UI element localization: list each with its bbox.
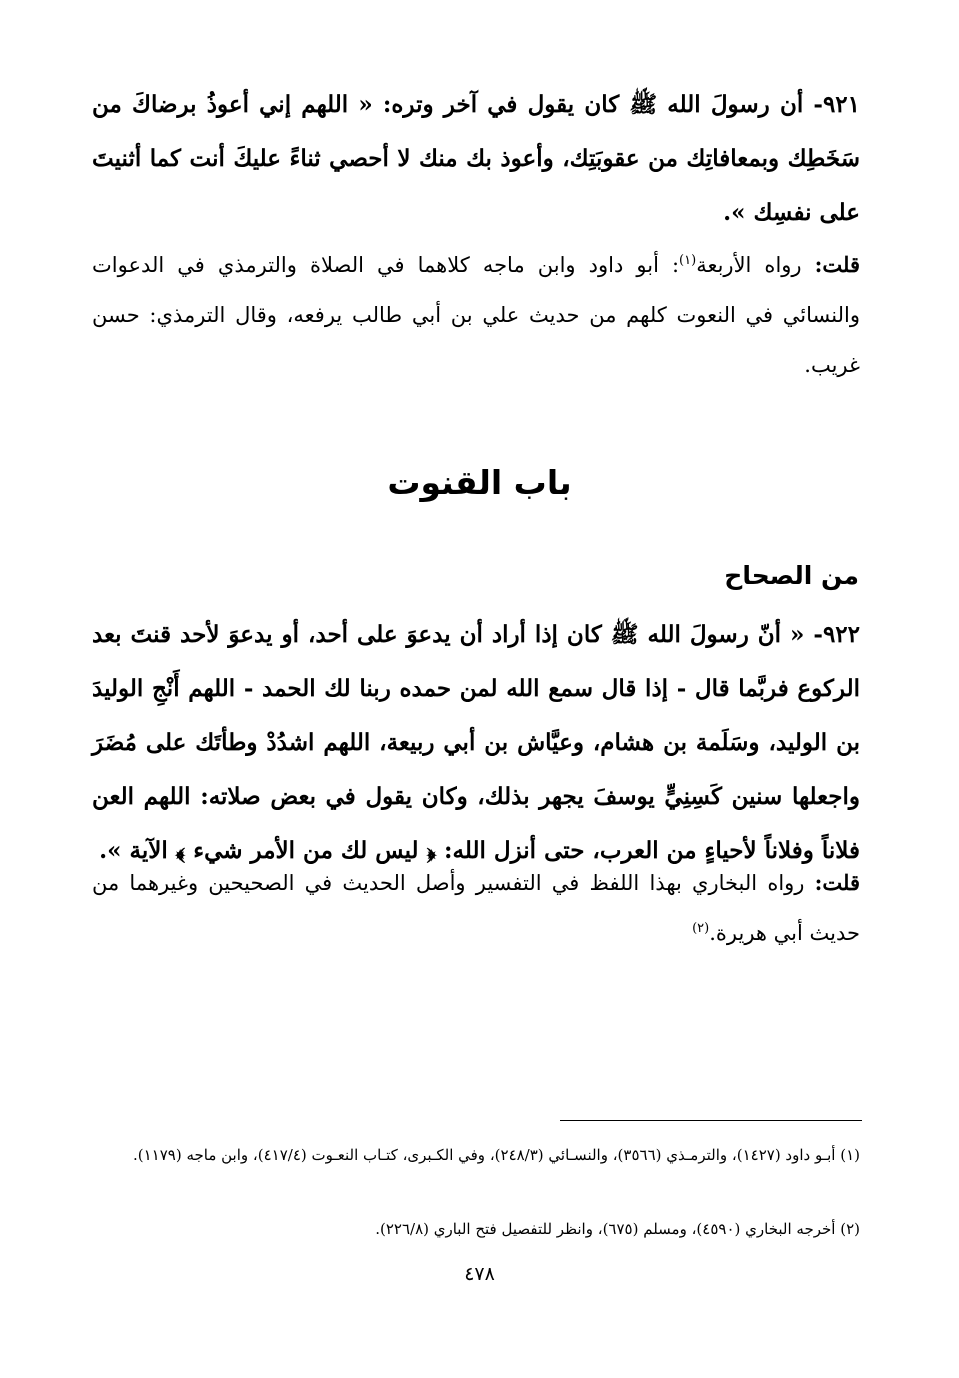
section-title: باب القنوت xyxy=(387,463,572,502)
note-lead: قلت: xyxy=(814,252,860,277)
page-number: ٤٧٨ xyxy=(464,1263,495,1285)
footnote-divider xyxy=(560,1120,862,1121)
note-text-cont: : أبو داود وابن ماجه كلاهما في الصلاة والترمذي في الدعوات والنسائي في النعوت كلهم من حديث علي بن أبي طالب يرفعه، وقال الترمذي: حسن غريب. xyxy=(92,253,860,377)
footnote-ref-1[interactable]: (١) xyxy=(679,253,697,268)
note-lead: قلت: xyxy=(814,870,860,895)
note-921 xyxy=(92,240,860,390)
hadith-921: ٩٢١- أن رسولَ الله ﷺ كان يقول في آخر وتره: « اللهم إني أعوذُ برضاكَ من سَخَطِك وبمعافاتِك من عقوبَتِك، وأعوذ بك منك لا أحصي ثناءً عليكَ أنت كما أثنيتَ على نفسِك ». xyxy=(92,91,861,226)
footnote-2: (٢) أخرجه البخاري (٤٥٩٠)، ومسلم (٦٧٥)، وانظر للتفصيل فتح الباري (٢٢٦/٨). xyxy=(375,1220,860,1238)
hadith-922: ٩٢٢- « أنّ رسولَ الله ﷺ كان إذا أراد أن يدعوَ على أحد، أو يدعوَ لأحد قنتَ بعد الركوع فربَّما قال - إذا قال سمع الله لمن حمده ربنا لك الحمد - اللهم أَنْجِ الوليدَ بن الوليد، وسَلَمة بن هشام، وعيَّاش بن أبي ربيعة، اللهم اشدُدْ وطأتَك على مُضَرَ واجعلها سنين كَسِنِيٍّ يوسفَ يجهر بذلك، وكان يقول في بعض صلاته: اللهم العن فلاناً وفلاناً لأحياءٍ من العرب، حتى أنزل الله: ﴿ ليس لك من الأمر شيء ﴾ الآية ». xyxy=(92,621,860,864)
note-text: رواه البخاري بهذا اللفظ في التفسير وأصل الحديث في الصحيحين وغيرهما من حديث أبي هريرة. xyxy=(92,871,860,945)
note-text: رواه الأربعة xyxy=(696,253,815,277)
note-922 xyxy=(92,858,860,958)
subsection-title: من الصحاح xyxy=(724,561,859,590)
footnote-ref-2[interactable]: (٢) xyxy=(692,921,710,936)
footnote-1: (١) أبـو داود (١٤٢٧)، والترمـذي (٣٥٦٦)، والنسـائي (٢٤٨/٣)، وفي الكـبرى، كتـاب النعـوت (٤١٧/٤)، وابن ماجه (١١٧٩). xyxy=(132,1146,860,1164)
